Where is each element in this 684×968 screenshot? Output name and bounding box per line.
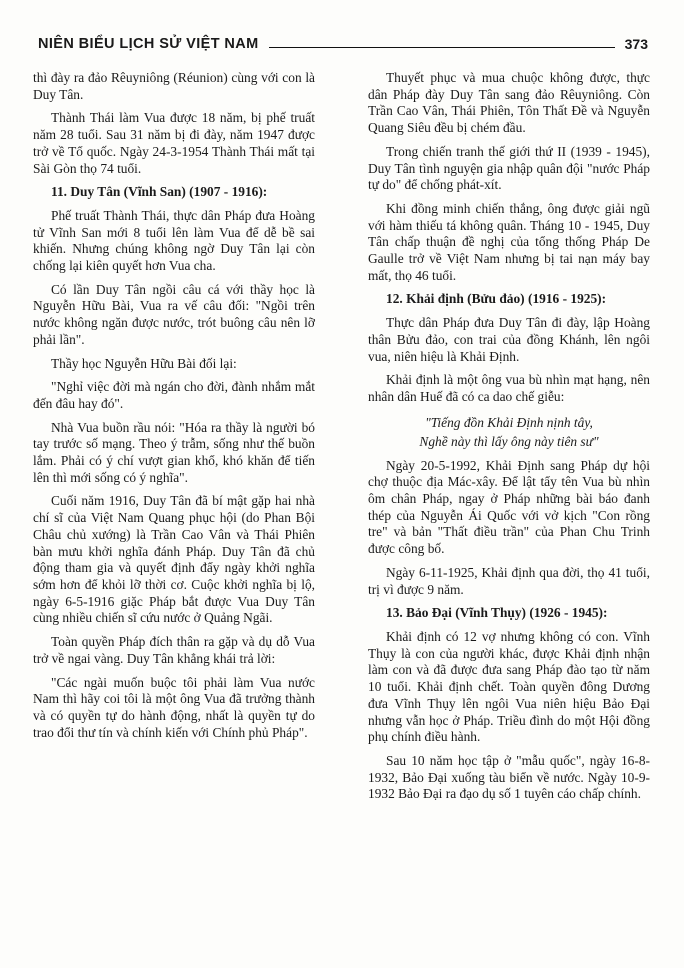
verse-line: Nghề này thì lấy ông này tiên sư"	[419, 433, 599, 449]
paragraph: Sau 10 năm học tập ở "mẫu quốc", ngày 16-8-1932, Bảo Đại xuống tàu biển về nước. Ngày 10-9-1932 Bảo Đại ra đạo dụ số 1 tuyên cáo chấp chính.	[368, 752, 650, 802]
section-heading-khai-dinh: 12. Khải định (Bửu đảo) (1916 - 1925):	[386, 291, 607, 307]
paragraph: Thuyết phục và mua chuộc không được, thực dân Pháp đày Duy Tân sang đảo Rêuyniông. Còn Trần Cao Vân, Thái Phiên, Tôn Thất Đề và Nguyễn Quang Siêu đều bị chém đầu.	[368, 70, 650, 136]
paragraph: Khi đồng minh chiến thắng, ông được giải ngũ với hàm thiếu tá không quân. Tháng 10 - 1945, Duy Tân chấp thuận đề nghị của tổng thống Pháp De Gaulle trở về Việt Nam nhưng bị tai nạn máy bay mất, thọ 46 tuổi.	[368, 200, 650, 283]
paragraph: Ngày 20-5-1992, Khải Định sang Pháp dự hội chợ thuộc địa Mác-xây. Để lật tẩy tên Vua bù nhìn ôm chân Pháp, ngay ở Pháp những bài báo đanh thép của Nguyễn Ái Quốc với vở kịch "Con rồng tre" và bản "Thất điều trần" của Phan Chu Trinh được công bố.	[368, 457, 650, 557]
paragraph: Thực dân Pháp đưa Duy Tân đi đày, lập Hoàng thân Bửu đảo, con trai của đồng Khánh, lên ngôi vua, niên hiệu là Khải Định.	[368, 315, 650, 364]
left-column	[33, 70, 315, 748]
paragraph: Khải định là một ông vua bù nhìn mạt hạng, nên nhân dân Huế đã có ca dao chế giễu:	[368, 372, 650, 404]
paragraph: "Các ngài muốn buộc tôi phải làm Vua nước Nam thì hãy coi tôi là một ông Vua đã trưởng thành và có quyền tự do hành động, nhất là quyền tự do trao đổi thư tín và chính kiến với Chính phủ Pháp".	[33, 674, 315, 740]
paragraph: Thành Thái làm Vua được 18 năm, bị phế truất năm 28 tuổi. Sau 31 năm bị đi đày, năm 1947 được trở về Tổ quốc. Ngày 24-3-1954 Thành Thái mất tại Sài Gòn thọ 74 tuổi.	[33, 110, 315, 176]
paragraph: Toàn quyền Pháp đích thân ra gặp và dụ dỗ Vua trở về ngai vàng. Duy Tân khẳng khái trả lời:	[33, 634, 315, 666]
paragraph: Phế truất Thành Thái, thực dân Pháp đưa Hoàng tử Vĩnh San mới 8 tuổi lên làm Vua để dễ bề sai khiến. Nhưng chúng không ngờ Duy Tân lại còn chống lại kiên quyết hơn Vua cha.	[33, 207, 315, 274]
paragraph: Có lần Duy Tân ngồi câu cá với thầy học là Nguyễn Hữu Bài, Vua ra vế câu đối: "Ngồi trên nước không ngăn được nước, trót buông câu nên lỡ phải lần".	[33, 281, 315, 347]
paragraph: Trong chiến tranh thế giới thứ II (1939 - 1945), Duy Tân tình nguyện gia nhập quân đội "nước Pháp tự do" để chống phát-xít.	[368, 143, 650, 193]
paragraph: Khải định có 12 vợ nhưng không có con. Vĩnh Thụy là con của người khác, được Khải định nhận làm con và đã được đưa sang Pháp đào tạo từ năm 10 tuổi. Khải định chết. Toàn quyền đông Dương đưa Vĩnh Thụy lên ngôi Vua niên hiệu Bảo Đại nhưng vẫn học ở Pháp. Triều đình do một Hội đồng phụ chính điều hành.	[368, 628, 650, 745]
paragraph: Cuối năm 1916, Duy Tân đã bí mật gặp hai nhà chí sĩ của Việt Nam Quang phục hội (do Phan Bội Châu chủ xướng) là Trần Cao Vân và Thái Phiên bàn mưu khởi nghĩa đánh Pháp. Duy Tân đã chủ động tham gia và quyết định đẩy ngày khởi nghĩa sớm hơn để khỏi lỡ thời cơ. Cuộc khởi nghĩa bị lộ, ngày 6-5-1916 giặc Pháp bắt được Vua Duy Tân cùng nhiều chiến sĩ cứu nước ở Quảng Ngãi.	[33, 493, 315, 626]
page-number: 373	[624, 36, 648, 52]
paragraph: Thầy học Nguyễn Hữu Bài đối lại:	[51, 355, 237, 371]
paragraph: Ngày 6-11-1925, Khải định qua đời, thọ 41 tuổi, trị vì được 9 năm.	[368, 564, 650, 597]
section-heading-duy-tan: 11. Duy Tân (Vĩnh San) (1907 - 1916):	[51, 184, 268, 200]
folk-verse	[368, 413, 650, 451]
paragraph: thì đày ra đảo Rêuyniông (Réunion) cùng với con là Duy Tân.	[33, 70, 315, 102]
running-header	[38, 30, 648, 52]
section-heading-bao-dai: 13. Bảo Đại (Vĩnh Thụy) (1926 - 1945):	[386, 605, 608, 621]
paragraph: "Nghỉ việc đời mà ngán cho đời, đành nhắm mắt đến đâu hay đó".	[33, 379, 315, 411]
right-column	[368, 70, 650, 810]
book-title: NIÊN BIỂU LỊCH SỬ VIỆT NAM	[38, 36, 259, 52]
paragraph: Nhà Vua buồn rầu nói: "Hóa ra thầy là người bó tay trước số mạng. Theo ý trẫm, sống như thế buồn lắm. Phải có ý chí vượt gian khổ, khó khăn để tiến lên thì mới sống có ý nghĩa".	[33, 419, 315, 485]
verse-line: "Tiếng đồn Khải Định nịnh tây,	[425, 414, 593, 430]
header-rule	[269, 47, 615, 48]
